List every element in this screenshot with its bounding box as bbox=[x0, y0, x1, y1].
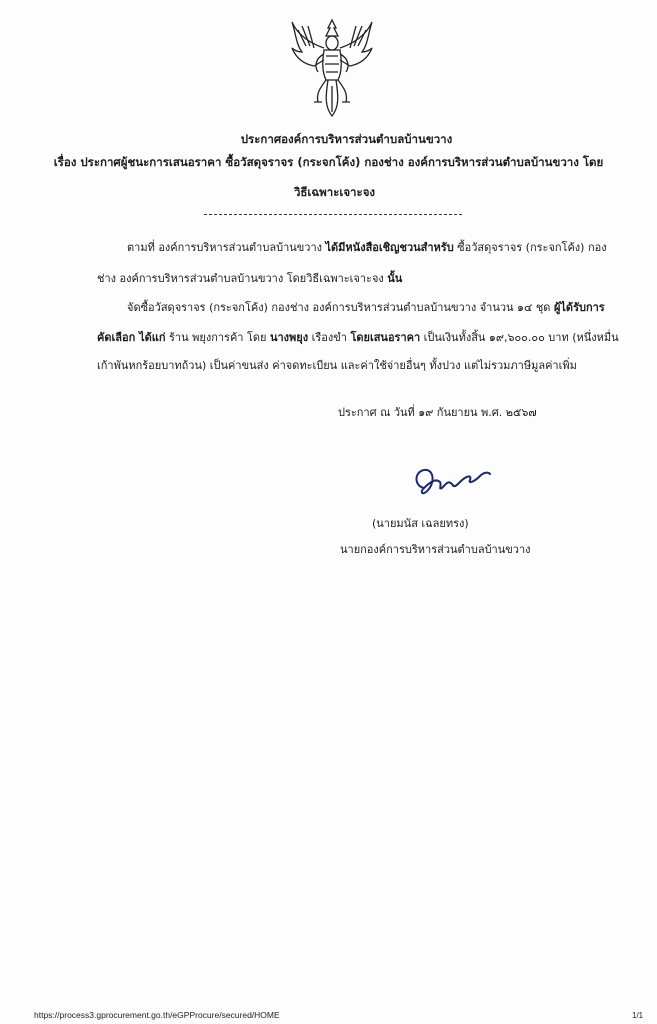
announcement-date: ประกาศ ณ วันที่ ๑๙ กันยายน พ.ศ. ๒๕๖๗ bbox=[338, 406, 537, 419]
body-text-bold: ได้มีหนังสือเชิญชวนสำหรับ bbox=[325, 241, 454, 254]
body-paragraph-1-line-2 bbox=[97, 269, 402, 287]
signer-name: (นายมนัส เฉลยทรง) bbox=[372, 517, 469, 530]
announcement-subject: เรื่อง ประกาศผู้ชนะการเสนอราคา ซื้อวัสดุจราจร (กระจกโค้ง) กองช่าง องค์การบริหารส่วนตำบลบ้านขวาง โดย bbox=[53, 155, 604, 169]
dashed-divider bbox=[204, 214, 462, 215]
body-text: ร้าน พยุงการค้า โดย bbox=[165, 331, 270, 344]
announcement-title: ประกาศองค์การบริหารส่วนตำบลบ้านขวาง bbox=[240, 132, 453, 146]
body-text-bold: โดยเสนอราคา bbox=[350, 331, 421, 344]
body-text: ตามที่ องค์การบริหารส่วนตำบลบ้านขวาง bbox=[127, 241, 326, 254]
footer-url-link[interactable]: https://process3.gprocurement.go.th/eGPProcure/secured/HOME bbox=[34, 1010, 280, 1020]
body-text: เป็นเงินทั้งสิ้น ๑๙,๖๐๐.๐๐ บาท (หนึ่งหมื่น bbox=[420, 331, 619, 344]
garuda-emblem-icon bbox=[288, 16, 376, 120]
body-text: เรืองขำ bbox=[308, 331, 351, 344]
body-text-bold: คัดเลือก ได้แก่ bbox=[97, 331, 166, 344]
body-paragraph-2-line-3: เก้าพันหกร้อยบาทถ้วน) เป็นค่าขนส่ง ค่าจดทะเบียน และค่าใช้จ่ายอื่นๆ ทั้งปวง แต่ไม่รวมภาษีมูลค่าเพิ่ม bbox=[97, 359, 577, 372]
handwritten-signature bbox=[410, 462, 492, 502]
body-text-bold: นางพยุง bbox=[269, 331, 309, 344]
body-text: จัดซื้อวัสดุจราจร (กระจกโค้ง) กองช่าง องค์การบริหารส่วนตำบลบ้านขวาง จำนวน ๑๔ ชุด bbox=[127, 301, 554, 314]
body-text-bold: นั้น bbox=[387, 272, 403, 285]
body-text: ซื้อวัสดุจราจร (กระจกโค้ง) กอง bbox=[453, 241, 607, 254]
announcement-subject-method: วิธีเฉพาะเจาะจง bbox=[293, 185, 376, 199]
body-paragraph-1-line-1 bbox=[127, 238, 607, 256]
body-text: ช่าง องค์การบริหารส่วนตำบลบ้านขวาง โดยวิธีเฉพาะเจาะจง bbox=[97, 272, 388, 285]
signer-position: นายกองค์การบริหารส่วนตำบลบ้านขวาง bbox=[340, 543, 531, 556]
body-paragraph-2-line-1 bbox=[127, 298, 605, 316]
body-text-bold: ผู้ได้รับการ bbox=[553, 301, 605, 314]
body-paragraph-2-line-2 bbox=[97, 328, 619, 346]
page-number: 1/1 bbox=[632, 1011, 644, 1020]
